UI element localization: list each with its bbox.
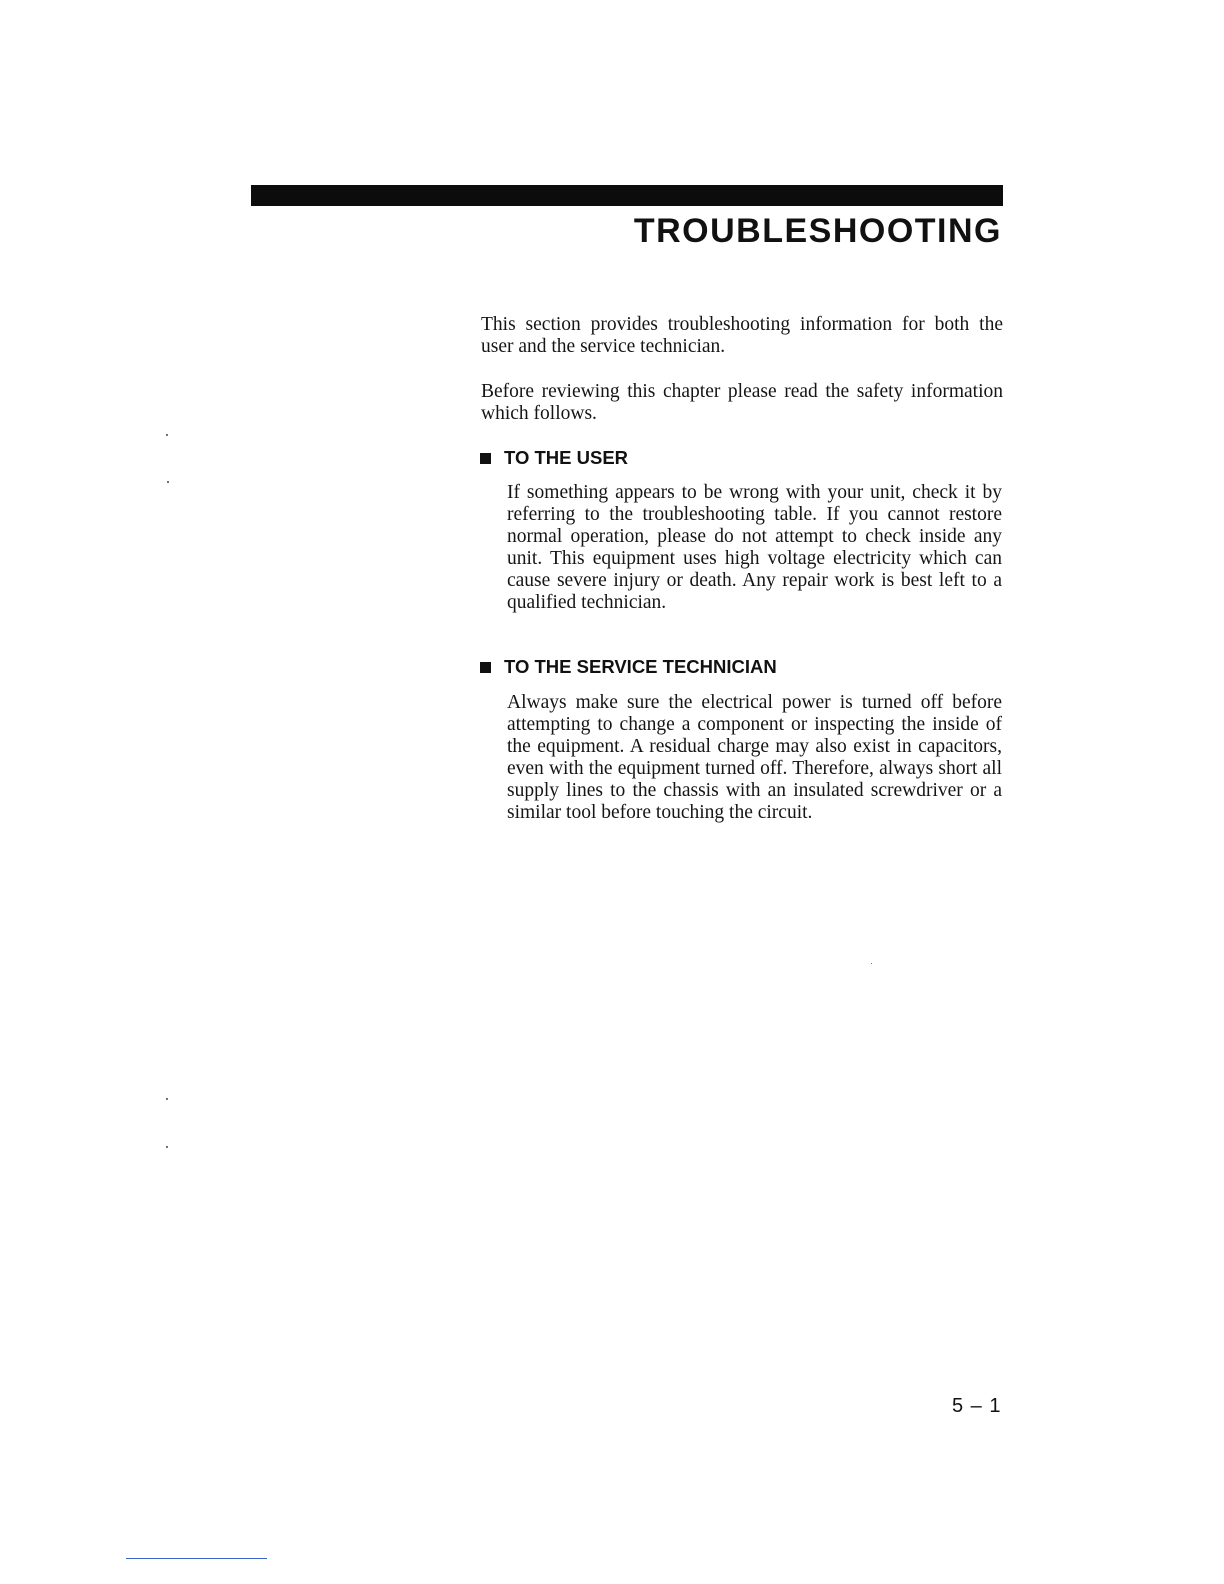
page-title: TROUBLESHOOTING (633, 212, 1002, 250)
section-heading-technician-label: TO THE SERVICE TECHNICIAN (504, 656, 777, 677)
square-bullet-icon (480, 662, 491, 673)
footer-rule (126, 1558, 267, 1559)
section-heading-technician (480, 656, 777, 678)
intro-paragraph-2: Before reviewing this chapter please read the safety information which follows. (481, 381, 1003, 424)
intro-paragraph-1: This section provides troubleshooting information for both the user and the service technician. (481, 314, 1003, 357)
header-rule (251, 185, 1003, 206)
section-body-technician: Always make sure the electrical power is turned off before attempting to change a component or inspecting the inside of the equipment. A residual charge may also exist in capacitors, even with the equipment turned off. Therefore, always short all supply lines to the chassis with an insulated screwdriver or a similar tool before touching the circuit. (507, 692, 1002, 823)
section-body-user: If something appears to be wrong with your unit, check it by referring to the troubleshooting table. If you cannot restore normal operation, please do not attempt to check inside any unit. This equipment uses high voltage electricity which can cause severe injury or death. Any repair work is best left to a qualified technician. (507, 482, 1002, 613)
section-heading-user-label: TO THE USER (504, 447, 629, 468)
page-number: 5 – 1 (952, 1395, 1002, 1417)
scan-speck (167, 481, 169, 483)
scan-speck (166, 1146, 168, 1148)
scan-speck (166, 1098, 168, 1100)
scan-speck (871, 963, 872, 964)
scan-speck (166, 434, 168, 436)
square-bullet-icon (480, 453, 491, 464)
section-heading-user (480, 447, 628, 469)
